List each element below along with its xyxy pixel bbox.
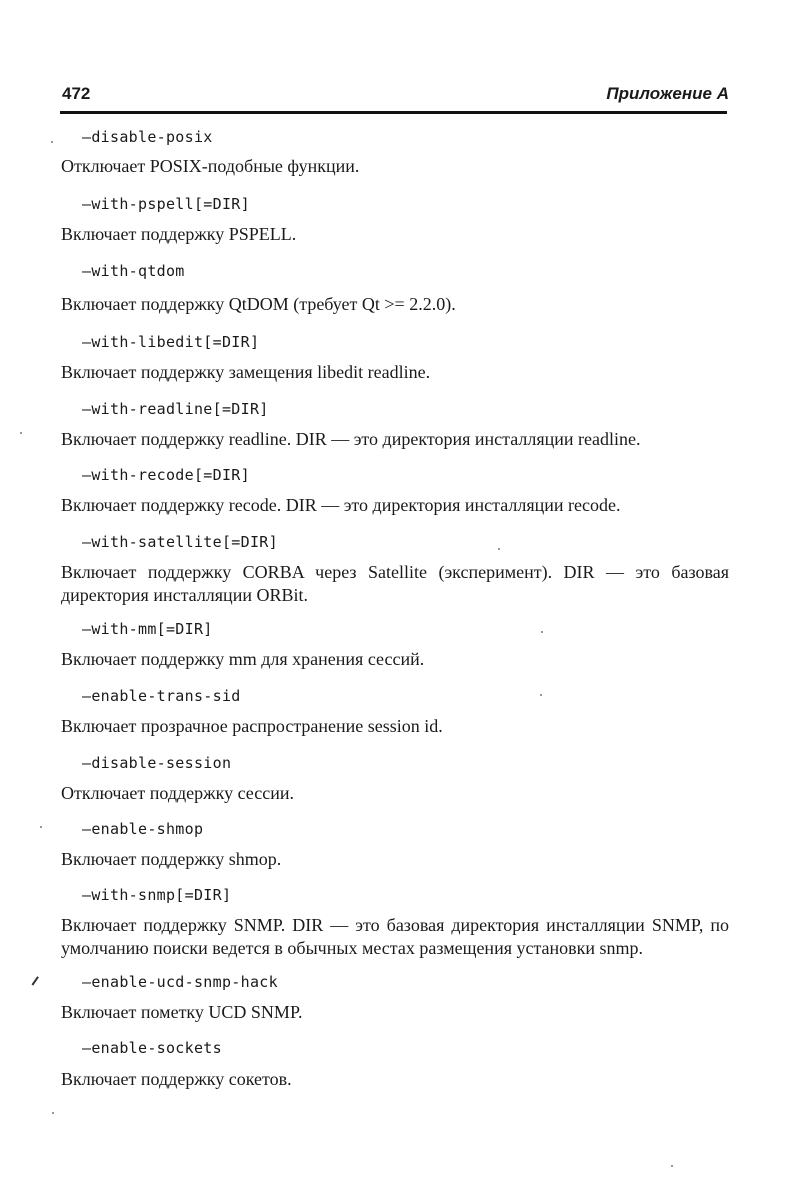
scan-speck xyxy=(671,1165,673,1167)
option-with-satellite: —with-satellite[=DIR] xyxy=(82,533,278,551)
option-description: Включает поддержку замещения libedit readline. xyxy=(61,362,431,382)
option-description: Отключает поддержку сессии. xyxy=(61,783,294,803)
scan-speck xyxy=(498,548,500,550)
option-with-libedit: —with-libedit[=DIR] xyxy=(82,333,260,351)
option-disable-posix: —disable-posix xyxy=(82,128,213,146)
option-description: Включает поддержку сокетов. xyxy=(61,1069,292,1089)
option-with-snmp: —with-snmp[=DIR] xyxy=(82,886,232,904)
scan-speck xyxy=(52,1112,54,1114)
option-with-mm: —with-mm[=DIR] xyxy=(82,620,213,638)
option-description: Включает поддержку shmop. xyxy=(61,849,282,869)
option-description: Включает пометку UCD SNMP. xyxy=(61,1002,303,1022)
scan-speck xyxy=(540,694,542,696)
option-with-recode: —with-recode[=DIR] xyxy=(82,466,250,484)
scan-speck xyxy=(40,826,42,828)
option-disable-session: —disable-session xyxy=(82,754,232,772)
option-description: Включает поддержку recode. DIR — это директория инсталляции recode. xyxy=(61,495,621,515)
option-with-readline: —with-readline[=DIR] xyxy=(82,400,269,418)
option-description: Включает прозрачное распространение session id. xyxy=(61,716,443,736)
option-description: Включает поддержку PSPELL. xyxy=(61,224,297,244)
running-title: Приложение А xyxy=(606,84,729,103)
option-description: Отключает POSIX-подобные функции. xyxy=(61,156,360,176)
scan-speck xyxy=(51,141,53,143)
option-enable-ucd-snmp-hack: —enable-ucd-snmp-hack xyxy=(82,973,278,991)
option-description: Включает поддержку CORBA через Satellite (эксперимент). DIR — это базовая директория инсталляции ORBit. xyxy=(61,562,729,605)
option-description: Включает поддержку readline. DIR — это директория инсталляции readline. xyxy=(61,429,641,449)
scan-speck xyxy=(20,432,22,434)
option-enable-trans-sid: —enable-trans-sid xyxy=(82,687,241,705)
scan-speck xyxy=(541,631,543,633)
option-description: Включает поддержку SNMP. DIR — это базовая директория инсталляции SNMP, по умолчанию поиски ведется в обычных местах размещения установки snmp. xyxy=(61,915,729,958)
option-description: Включает поддержку QtDOM (требует Qt >= 2.2.0). xyxy=(61,294,456,314)
option-enable-shmop: —enable-shmop xyxy=(82,820,204,838)
page-number: 472 xyxy=(62,84,91,103)
option-description: Включает поддержку mm для хранения сессий. xyxy=(61,649,425,669)
option-enable-sockets: —enable-sockets xyxy=(82,1039,222,1057)
option-with-qtdom: —with-qtdom xyxy=(82,262,185,280)
option-with-pspell: —with-pspell[=DIR] xyxy=(82,195,250,213)
